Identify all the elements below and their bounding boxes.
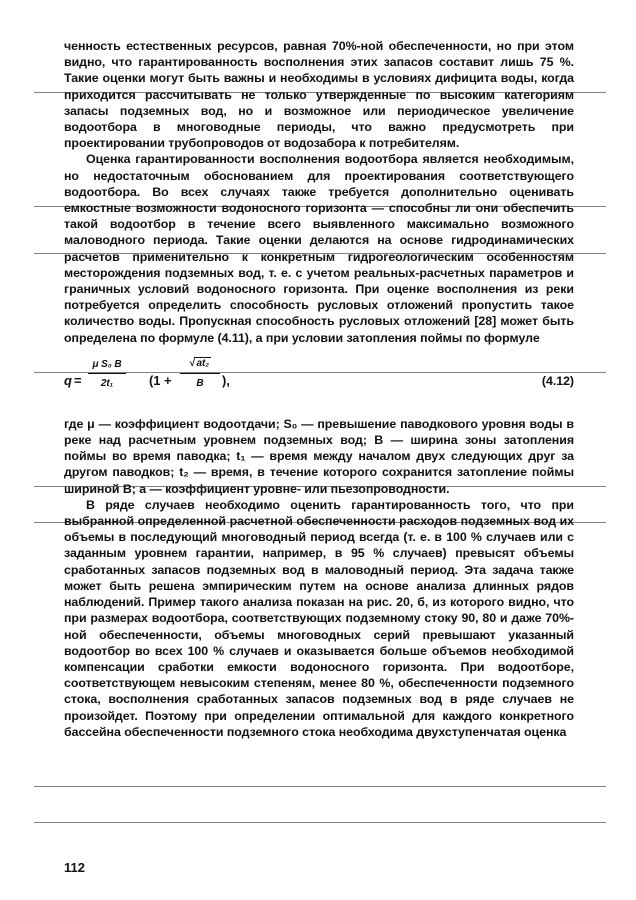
sqrt-argument: at₂ xyxy=(196,357,209,369)
paragraph-4: В ряде случаев необходимо оценить гарантированность того, что при выбранной определенной расчетной обеспеченности расходов подземных вод их объемы в последующий многоводный период всегда (т. е. в 100 % случаев или с заданным уровнем гарантии, например, в 95 % случаев) превысят объемы сработанных запасов подземных вод в маловодный период. Эта задача также может быть решена эмпирическим путем на основе анализа длинных рядов наблюдений. Пример такого анализа показан на рис. 20, б, из которого видно, что при размерах водоотбора, соответствующих подземному стоку 90, 80 и даже 70%-ной обеспеченности, объемы многоводных серий превышают указанный водоотбор во всех 100 % случаев и оказывается больше объемов необходимой компенсации сработки емкости водоносного горизонта. При водоотборе, соответствующем невысоким степеням, менее 80 %, обеспеченности подземного стока, восполнения сработанных запасов подземных вод в ряде случаев не произойдет. Поэтому при определении оптимальной для каждого конкретного бассейна обеспеченности подземного стока необходима двухступенчатая оценка xyxy=(64,497,574,739)
scan-line xyxy=(34,822,606,823)
formula-close-paren: ), xyxy=(222,372,230,388)
formula-number: (4.12) xyxy=(541,373,574,388)
formula-fraction-1 xyxy=(88,358,126,391)
formula-fraction-1-numerator: μ S₀ B xyxy=(92,358,122,370)
page-number: 112 xyxy=(64,860,85,875)
fraction-bar xyxy=(180,373,220,374)
formula-4-12 xyxy=(64,356,574,408)
page-body xyxy=(64,38,574,740)
formula-equals: = xyxy=(74,372,82,388)
formula-fraction-1-denominator: 2t₁ xyxy=(100,377,114,389)
paragraph-2: Оценка гарантированности восполнения водоотбора является необходимым, но недостаточным обоснованием для проектирования соответствующего водоотбора. Во всех случаях также требуется дополнительно оценивать емкостные возможности водоносного горизонта — способны ли они обеспечить такой водоотбор в течение всего выявленного максимально возможного маловодного периода. Такие оценки делаются на основе гидродинамических расчетов применительно к конкретным гидрогеологическим особенностям месторождения подземных вод, т. е. с учетом реальных-расчетных параметров и граничных условий водоносного горизонта. При оценке восполнения из реки потребуется определить способность русловых отложений пропустить такое количество воды. Пропускная способность русловых отложений [28] может быть определена по формуле (4.11), а при условии затопления поймы по формуле xyxy=(64,152,574,345)
paragraph-1: ченность естественных ресурсов, равная 70%-ной обеспеченности, но при этом видно, что гарантированность восполнения этих запасов составит лишь 75 %. Такие оценки могут быть важны и необходимы в условиях дифицита воды, когда приходится рассчитывать не только утвержденные по высоким категориям запасы подземных вод, но и возможное или периодическое увеличение водоотбора в многоводные периоды, что важно предусмотреть при проектировании трубопроводов от водозабора к потребителям. xyxy=(64,39,574,151)
formula-fraction-2-denominator: B xyxy=(196,377,204,389)
formula-open-paren: (1 + xyxy=(149,372,172,388)
scan-line xyxy=(34,786,606,787)
fraction-bar xyxy=(88,373,126,374)
sqrt-sign: √ xyxy=(188,357,195,369)
paragraph-3: где μ — коэффициент водоотдачи; S₀ — превышение паводкового уровня воды в реке над расчетным уровнем подземных вод; B — ширина зоны затопления поймы во время паводка; t₁ — время между началом двух следующих друг за другом паводков; t₂ — время, в течение которого сохранится затопление поймы шириной B; a — коэффициент уровне- или пьезопроводности. xyxy=(64,416,574,496)
formula-fraction-2 xyxy=(180,356,220,391)
formula-fraction-2-numerator xyxy=(180,356,220,372)
formula-lhs: q xyxy=(64,372,72,388)
